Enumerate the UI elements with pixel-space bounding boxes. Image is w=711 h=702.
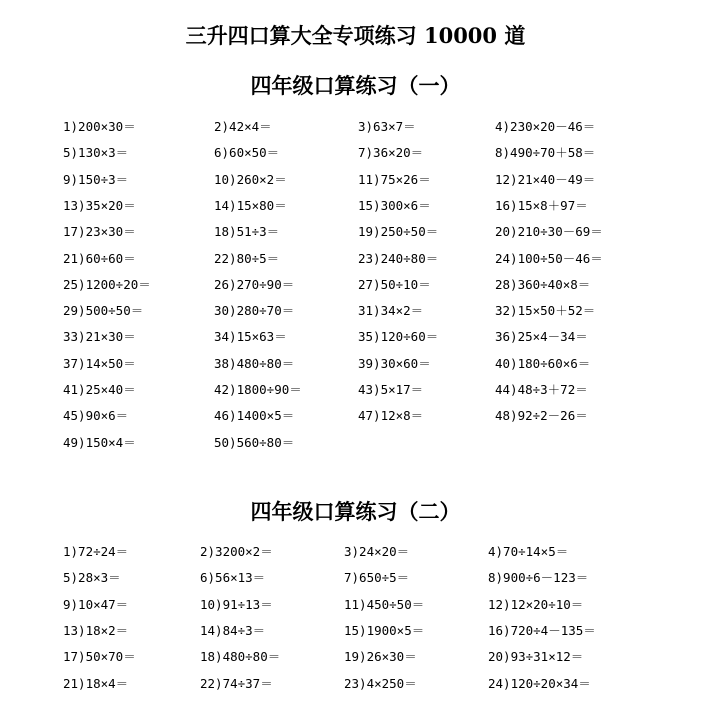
problem-row: [0, 356, 711, 382]
problem-item: 35)120÷60＝: [358, 329, 439, 345]
problem-item: 5)28×3＝: [63, 570, 121, 586]
problem-item: 18)51÷3＝: [214, 224, 280, 240]
problem-item: 3)24×20＝: [344, 544, 410, 559]
problem-item: 22)80÷5＝: [214, 250, 280, 266]
problem-row: [0, 172, 711, 198]
problem-item: 1)72÷24＝: [63, 544, 129, 559]
problem-item: 4)230×20－46＝: [495, 119, 596, 134]
problem-item: 33)21×30＝: [63, 329, 136, 345]
problem-item: 36)25×4－34＝: [495, 329, 588, 345]
problem-row: [0, 224, 711, 250]
problem-item: 27)50÷10＝: [358, 276, 431, 292]
problem-item: 16)720÷4－135＝: [488, 622, 596, 638]
problem-item: 11)450÷50＝: [344, 596, 425, 612]
problem-item: 23)4×250＝: [344, 675, 417, 691]
problem-item: 48)92÷2－26＝: [495, 408, 588, 424]
problem-item: 47)12×8＝: [358, 408, 424, 424]
problem-item: 18)480÷80＝: [200, 649, 281, 665]
problem-item: 10)91÷13＝: [200, 596, 273, 612]
problem-row: [0, 277, 711, 303]
problem-item: 21)18×4＝: [63, 675, 129, 691]
problem-item: 39)30×60＝: [358, 355, 431, 371]
problem-row: [0, 597, 711, 623]
problem-item: 24)100÷50－46＝: [495, 250, 603, 266]
problem-item: 9)150÷3＝: [63, 171, 129, 187]
problem-item: 20)93÷31×12＝: [488, 649, 584, 665]
problem-item: 40)180÷60×6＝: [495, 355, 591, 371]
problem-item: 22)74÷37＝: [200, 675, 273, 691]
problem-item: 13)18×2＝: [63, 622, 129, 638]
problem-item: 30)280÷70＝: [214, 303, 295, 319]
problem-item: 49)150×4＝: [63, 434, 136, 450]
section-title: 四年级口算练习（一）: [250, 73, 461, 98]
problem-row: [0, 303, 711, 329]
problem-item: 19)26×30＝: [344, 649, 417, 665]
problem-item: 4)70÷14×5＝: [488, 544, 569, 559]
problem-item: 50)560÷80＝: [214, 434, 295, 450]
problem-row: [0, 544, 711, 570]
problem-item: 2)3200×2＝: [200, 544, 273, 559]
problem-item: 13)35×20＝: [63, 197, 136, 213]
problem-item: 32)15×50＋52＝: [495, 303, 596, 319]
problem-item: 37)14×50＝: [63, 355, 136, 371]
problem-item: 7)36×20＝: [358, 145, 424, 161]
problem-item: 29)500÷50＝: [63, 303, 144, 319]
problem-row: [0, 198, 711, 224]
problem-row: [0, 435, 711, 461]
problem-item: 15)1900×5＝: [344, 622, 425, 638]
problem-item: 44)48÷3＋72＝: [495, 382, 588, 397]
problem-row: [0, 382, 711, 408]
problem-row: [0, 119, 711, 145]
problem-item: 3)63×7＝: [358, 119, 416, 134]
section-title: 四年级口算练习（二）: [250, 499, 461, 524]
problem-item: 19)250÷50＝: [358, 224, 439, 240]
problem-item: 31)34×2＝: [358, 303, 424, 319]
problem-item: 43)5×17＝: [358, 382, 424, 397]
problem-item: 8)900÷6－123＝: [488, 570, 589, 586]
problem-row: [0, 408, 711, 434]
problem-item: 17)23×30＝: [63, 224, 136, 240]
problem-item: 12)12×20÷10＝: [488, 596, 584, 612]
problem-row: [0, 251, 711, 277]
problem-item: 28)360÷40×8＝: [495, 276, 591, 292]
problem-item: 1)200×30＝: [63, 119, 136, 134]
problem-item: 16)15×8＋97＝: [495, 197, 588, 213]
problem-item: 34)15×63＝: [214, 329, 287, 345]
problem-item: 6)60×50＝: [214, 145, 280, 161]
problem-item: 14)84÷3＝: [200, 622, 266, 638]
problem-row: [0, 145, 711, 171]
problem-item: 20)210÷30－69＝: [495, 224, 603, 240]
problem-row: [0, 570, 711, 596]
problem-item: 25)1200÷20＝: [63, 276, 151, 292]
problem-item: 41)25×40＝: [63, 382, 136, 397]
problem-row: [0, 623, 711, 649]
problem-item: 14)15×80＝: [214, 197, 287, 213]
problem-item: 21)60÷60＝: [63, 250, 136, 266]
problem-item: 24)120÷20×34＝: [488, 675, 591, 691]
problem-item: 42)1800÷90＝: [214, 382, 302, 397]
problem-item: 7)650÷5＝: [344, 570, 410, 586]
problem-item: 5)130×3＝: [63, 145, 129, 161]
problem-row: [0, 329, 711, 355]
problem-item: 46)1400×5＝: [214, 408, 295, 424]
problem-item: 15)300×6＝: [358, 197, 431, 213]
problem-item: 10)260×2＝: [214, 171, 287, 187]
problem-item: 26)270÷90＝: [214, 276, 295, 292]
problem-item: 11)75×26＝: [358, 171, 431, 187]
problem-item: 2)42×4＝: [214, 119, 272, 134]
problem-item: 38)480÷80＝: [214, 355, 295, 371]
problem-item: 45)90×6＝: [63, 408, 129, 424]
problem-item: 12)21×40－49＝: [495, 171, 596, 187]
problem-item: 17)50×70＝: [63, 649, 136, 665]
problem-item: 23)240÷80＝: [358, 250, 439, 266]
problem-row: [0, 676, 711, 702]
page-title: 三升四口算大全专项练习 10000 道: [185, 23, 526, 48]
problem-row: [0, 649, 711, 675]
problem-item: 8)490÷70＋58＝: [495, 145, 596, 161]
problem-item: 6)56×13＝: [200, 570, 266, 586]
problem-item: 9)10×47＝: [63, 596, 129, 612]
